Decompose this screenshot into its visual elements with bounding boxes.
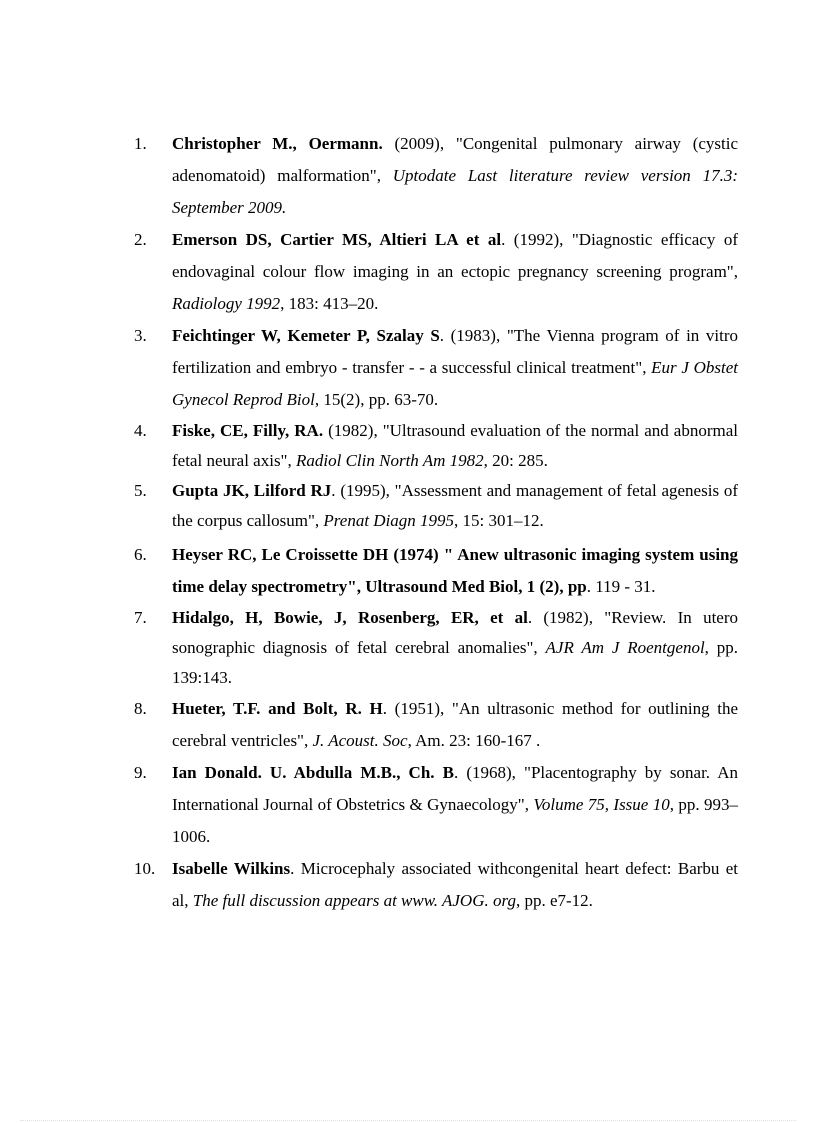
reference-year: . (1982), — [527, 608, 605, 627]
reference-authors: Hidalgo, H, Bowie, J, Rosenberg, ER, et al — [172, 608, 528, 627]
reference-title: "Diagnostic efficacy of endovaginal colour flow imaging in an ectopic pregnancy screening program", — [172, 230, 738, 281]
reference-number: 7. — [134, 608, 147, 627]
reference-item — [134, 320, 738, 416]
reference-title: Microcephaly associated withcongenital heart defect: Barbu et al, — [172, 859, 739, 910]
reference-item — [134, 603, 738, 693]
reference-authors: Feichtinger W, Kemeter P, Szalay S — [172, 326, 440, 345]
reference-number: 9. — [134, 763, 147, 782]
reference-tail: , 15: 301–12. — [454, 511, 544, 530]
reference-authors: Gupta JK, Lilford RJ — [172, 481, 332, 500]
reference-title: "Review. In utero sonographic diagnosis of fetal cerebral anomalies", — [172, 608, 738, 657]
reference-number: 3. — [134, 326, 147, 345]
reference-number: 2. — [134, 230, 147, 249]
reference-source: Prenat Diagn 1995 — [323, 511, 455, 530]
reference-year: . (1992), — [501, 230, 572, 249]
reference-authors: Emerson DS, Cartier MS, Altieri LA et al — [172, 230, 502, 249]
reference-tail: , Am. 23: 160-167 . — [407, 731, 541, 750]
reference-number: 10. — [134, 859, 156, 878]
reference-year: (2009), — [382, 134, 456, 153]
reference-number: 1. — [134, 134, 147, 153]
reference-authors: Hueter, T.F. and Bolt, R. H — [172, 699, 383, 718]
reference-item — [134, 693, 738, 757]
reference-year: . — [290, 859, 301, 878]
reference-number: 4. — [134, 421, 147, 440]
reference-source: Radiology 1992 — [172, 294, 281, 313]
reference-year: . (1995), — [331, 481, 395, 500]
reference-item — [134, 476, 738, 536]
reference-authors: Isabelle Wilkins — [172, 859, 291, 878]
reference-source: Uptodate Last literature review version 17.3: September 2009. — [172, 166, 738, 217]
reference-bold-text: Heyser RC, Le Croissette DH (1974) " Anew ultrasonic imaging system using time delay spectrometry", Ultrasound Med Biol, 1 (2), pp — [172, 545, 738, 596]
reference-authors: Ian Donald. U. Abdulla M.B., Ch. B — [172, 763, 454, 782]
reference-item — [134, 416, 738, 476]
reference-source: Volume 75, Issue 10 — [533, 795, 670, 814]
reference-source: Radiol Clin North Am 1982 — [296, 451, 484, 470]
reference-tail: , 15(2), pp. 63-70. — [314, 390, 439, 409]
reference-title: "An ultrasonic method for outlining the cerebral ventricles", — [172, 699, 739, 750]
reference-authors: Christopher M., Oermann. — [172, 134, 383, 153]
page-bottom-divider — [20, 1120, 796, 1121]
reference-source: The full discussion appears at www. AJOG. org — [192, 891, 516, 910]
reference-title: "Ultrasound evaluation of the normal and abnormal fetal neural axis", — [172, 421, 738, 470]
reference-authors: Fiske, CE, Filly, RA. — [172, 421, 324, 440]
reference-title: "Assessment and management of fetal agenesis of the corpus callosum", — [172, 481, 738, 530]
reference-source: AJR Am J Roentgenol — [545, 638, 705, 657]
reference-year: . (1951), — [382, 699, 452, 718]
reference-title: "Congenital pulmonary airway (cystic adenomatoid) malformation", — [172, 134, 739, 185]
reference-item — [134, 853, 738, 917]
reference-source: Eur J Obstet Gynecol Reprod Biol — [172, 358, 738, 409]
reference-tail: , pp. 993–1006. — [172, 795, 739, 846]
reference-source: J. Acoust. Soc — [312, 731, 408, 750]
reference-number: 6. — [134, 545, 147, 564]
reference-item — [134, 757, 738, 853]
reference-year: (1982), — [323, 421, 383, 440]
reference-tail: , 183: 413–20. — [280, 294, 379, 313]
reference-item — [134, 224, 738, 320]
reference-title: "Placentography by sonar. An International Journal of Obstetrics & Gynaecology", — [172, 763, 738, 814]
reference-number: 8. — [134, 699, 147, 718]
reference-item — [134, 128, 738, 224]
reference-item — [134, 539, 738, 603]
reference-tail: , 20: 285. — [483, 451, 548, 470]
reference-tail: , pp. 139:143. — [172, 638, 739, 687]
reference-tail: , pp. e7-12. — [515, 891, 593, 910]
reference-year: . (1968), — [453, 763, 525, 782]
reference-list — [134, 128, 738, 917]
reference-number: 5. — [134, 481, 147, 500]
reference-year: . (1983), — [439, 326, 507, 345]
reference-tail: . 119 - 31. — [586, 577, 656, 596]
reference-title: "The Vienna program of in vitro fertilization and embryo - transfer - - a successful clinical treatment", — [172, 326, 738, 377]
